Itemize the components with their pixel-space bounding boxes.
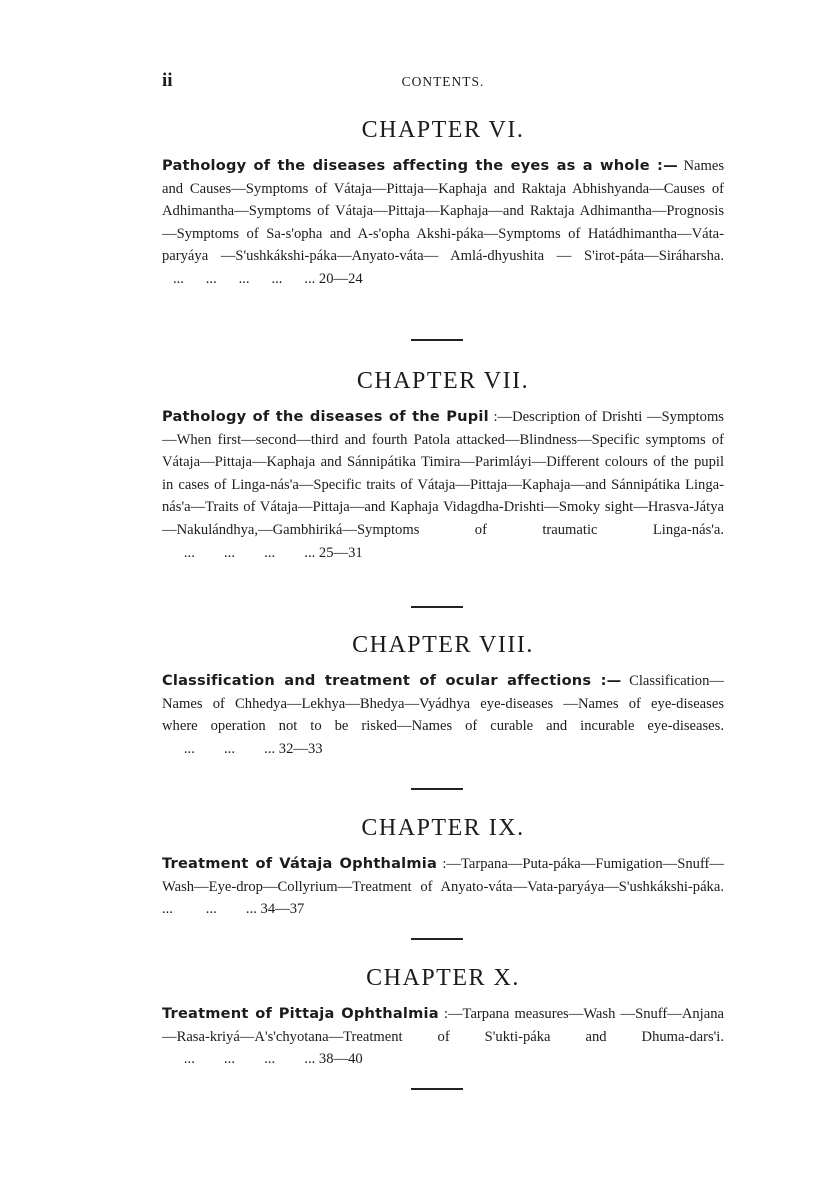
chapter-9-leader: ... ... (176, 901, 257, 918)
chapter-7-entry (162, 406, 724, 564)
chapter-6-leader: ... ... ... ... ... (162, 270, 316, 287)
chapter-7-title: CHAPTER VII. (356, 368, 530, 394)
chapter-10 (162, 963, 724, 1071)
chapter-6-entry (162, 155, 724, 291)
chapter-9-title: CHAPTER IX. (361, 815, 525, 841)
chapter-10-entry (162, 1003, 724, 1071)
chapter-10-title: CHAPTER X. (366, 965, 520, 991)
chapter-6-heading: Pathology of the diseases affecting the eyes as a whole :— (162, 157, 678, 174)
chapter-7-pages: 25—31 (318, 544, 363, 561)
running-title: CONTENTS. (401, 74, 485, 89)
chapter-9 (162, 813, 724, 921)
chapter-6 (162, 115, 724, 291)
section-divider (411, 339, 463, 341)
page-number: ii (162, 70, 173, 91)
chapter-8-pages: 32—33 (278, 740, 323, 757)
chapter-9-text: :—Tarpana—Puta-páka—Fumigation—Snuff—Wash—Eye-drop—Collyrium—Treatment of Anyato-váta—Vata-paryáya—S'ushkákshi-páka. ... (162, 856, 724, 918)
section-divider (411, 938, 463, 940)
chapter-8-text: Classification—Names of Chhedya—Lekhya—Bhedya—Vyádhya eye-diseases —Names of eye-diseases where operation not to be risked—Names of curable and incurable eye-diseases. (162, 673, 724, 735)
chapter-8-title: CHAPTER VIII. (352, 632, 534, 658)
chapter-10-pages: 38—40 (318, 1051, 363, 1068)
chapter-10-text: :—Tarpana measures—Wash —Snuff—Anjana—Rasa-kriyá—A's'chyotana—Treatment of S'ukti-páka and Dhuma-dars'i. (162, 1006, 724, 1045)
chapter-9-entry (162, 853, 724, 921)
chapter-7 (162, 366, 724, 564)
running-head (162, 70, 724, 94)
chapter-7-text: :—Description of Drishti —Symptoms—When first—second—third and fourth Patola attacked—Blindness—Specific symptoms of Vátaja—Pittaja—Kaphaja and Sánnipátika Timira—Parimláyi—Different colours of the pupil in cases of Linga-nás'a—Specific traits of Vátaja—Pittaja—Kaphaja—and Sánnipátika Linga-nás'a—Traits of Vátaja—Pittaja—and Kaphaja Vidagdha-Drishti—Smoky sight—Hrasva-Játya—Nakulándhya,—Gambhiriká—Symptoms of traumatic Linga-nás'a. (162, 409, 724, 538)
chapter-7-leader: ... ... ... ... (162, 544, 316, 561)
chapter-8-entry (162, 670, 724, 760)
section-divider (411, 1088, 463, 1090)
chapter-6-title: CHAPTER VI. (361, 117, 525, 143)
chapter-6-pages: 20—24 (318, 270, 363, 287)
chapter-8-leader: ... ... ... (162, 740, 276, 757)
chapter-9-heading: Treatment of Vátaja Ophthalmia (162, 855, 438, 872)
section-divider (411, 788, 463, 790)
chapter-8 (162, 630, 724, 760)
section-divider (411, 606, 463, 608)
chapter-10-heading: Treatment of Pittaja Ophthalmia (162, 1005, 439, 1022)
chapter-10-leader: ... ... ... ... (162, 1051, 316, 1068)
chapter-8-heading: Classification and treatment of ocular affections :— (162, 672, 622, 689)
chapter-6-text: Names and Causes—Symptoms of Vátaja—Pittaja—Kaphaja and Raktaja Abhishyanda—Causes of Adhimantha—Symptoms of Vátaja—Pittaja—Kaphaja—and Raktaja Adhimantha—Prognosis—Symptoms of Sa-s'opha and A-s'opha Akshi-páka—Symptoms of Hatádhimantha—Váta-paryáya —S'ushkákshi-páka—Anyato-váta— Amlá-dhyushita — S'irot-páta—Siráharsha. (162, 158, 724, 265)
chapter-9-pages: 34—37 (260, 901, 305, 918)
chapter-7-heading: Pathology of the diseases of the Pupil (162, 408, 489, 425)
